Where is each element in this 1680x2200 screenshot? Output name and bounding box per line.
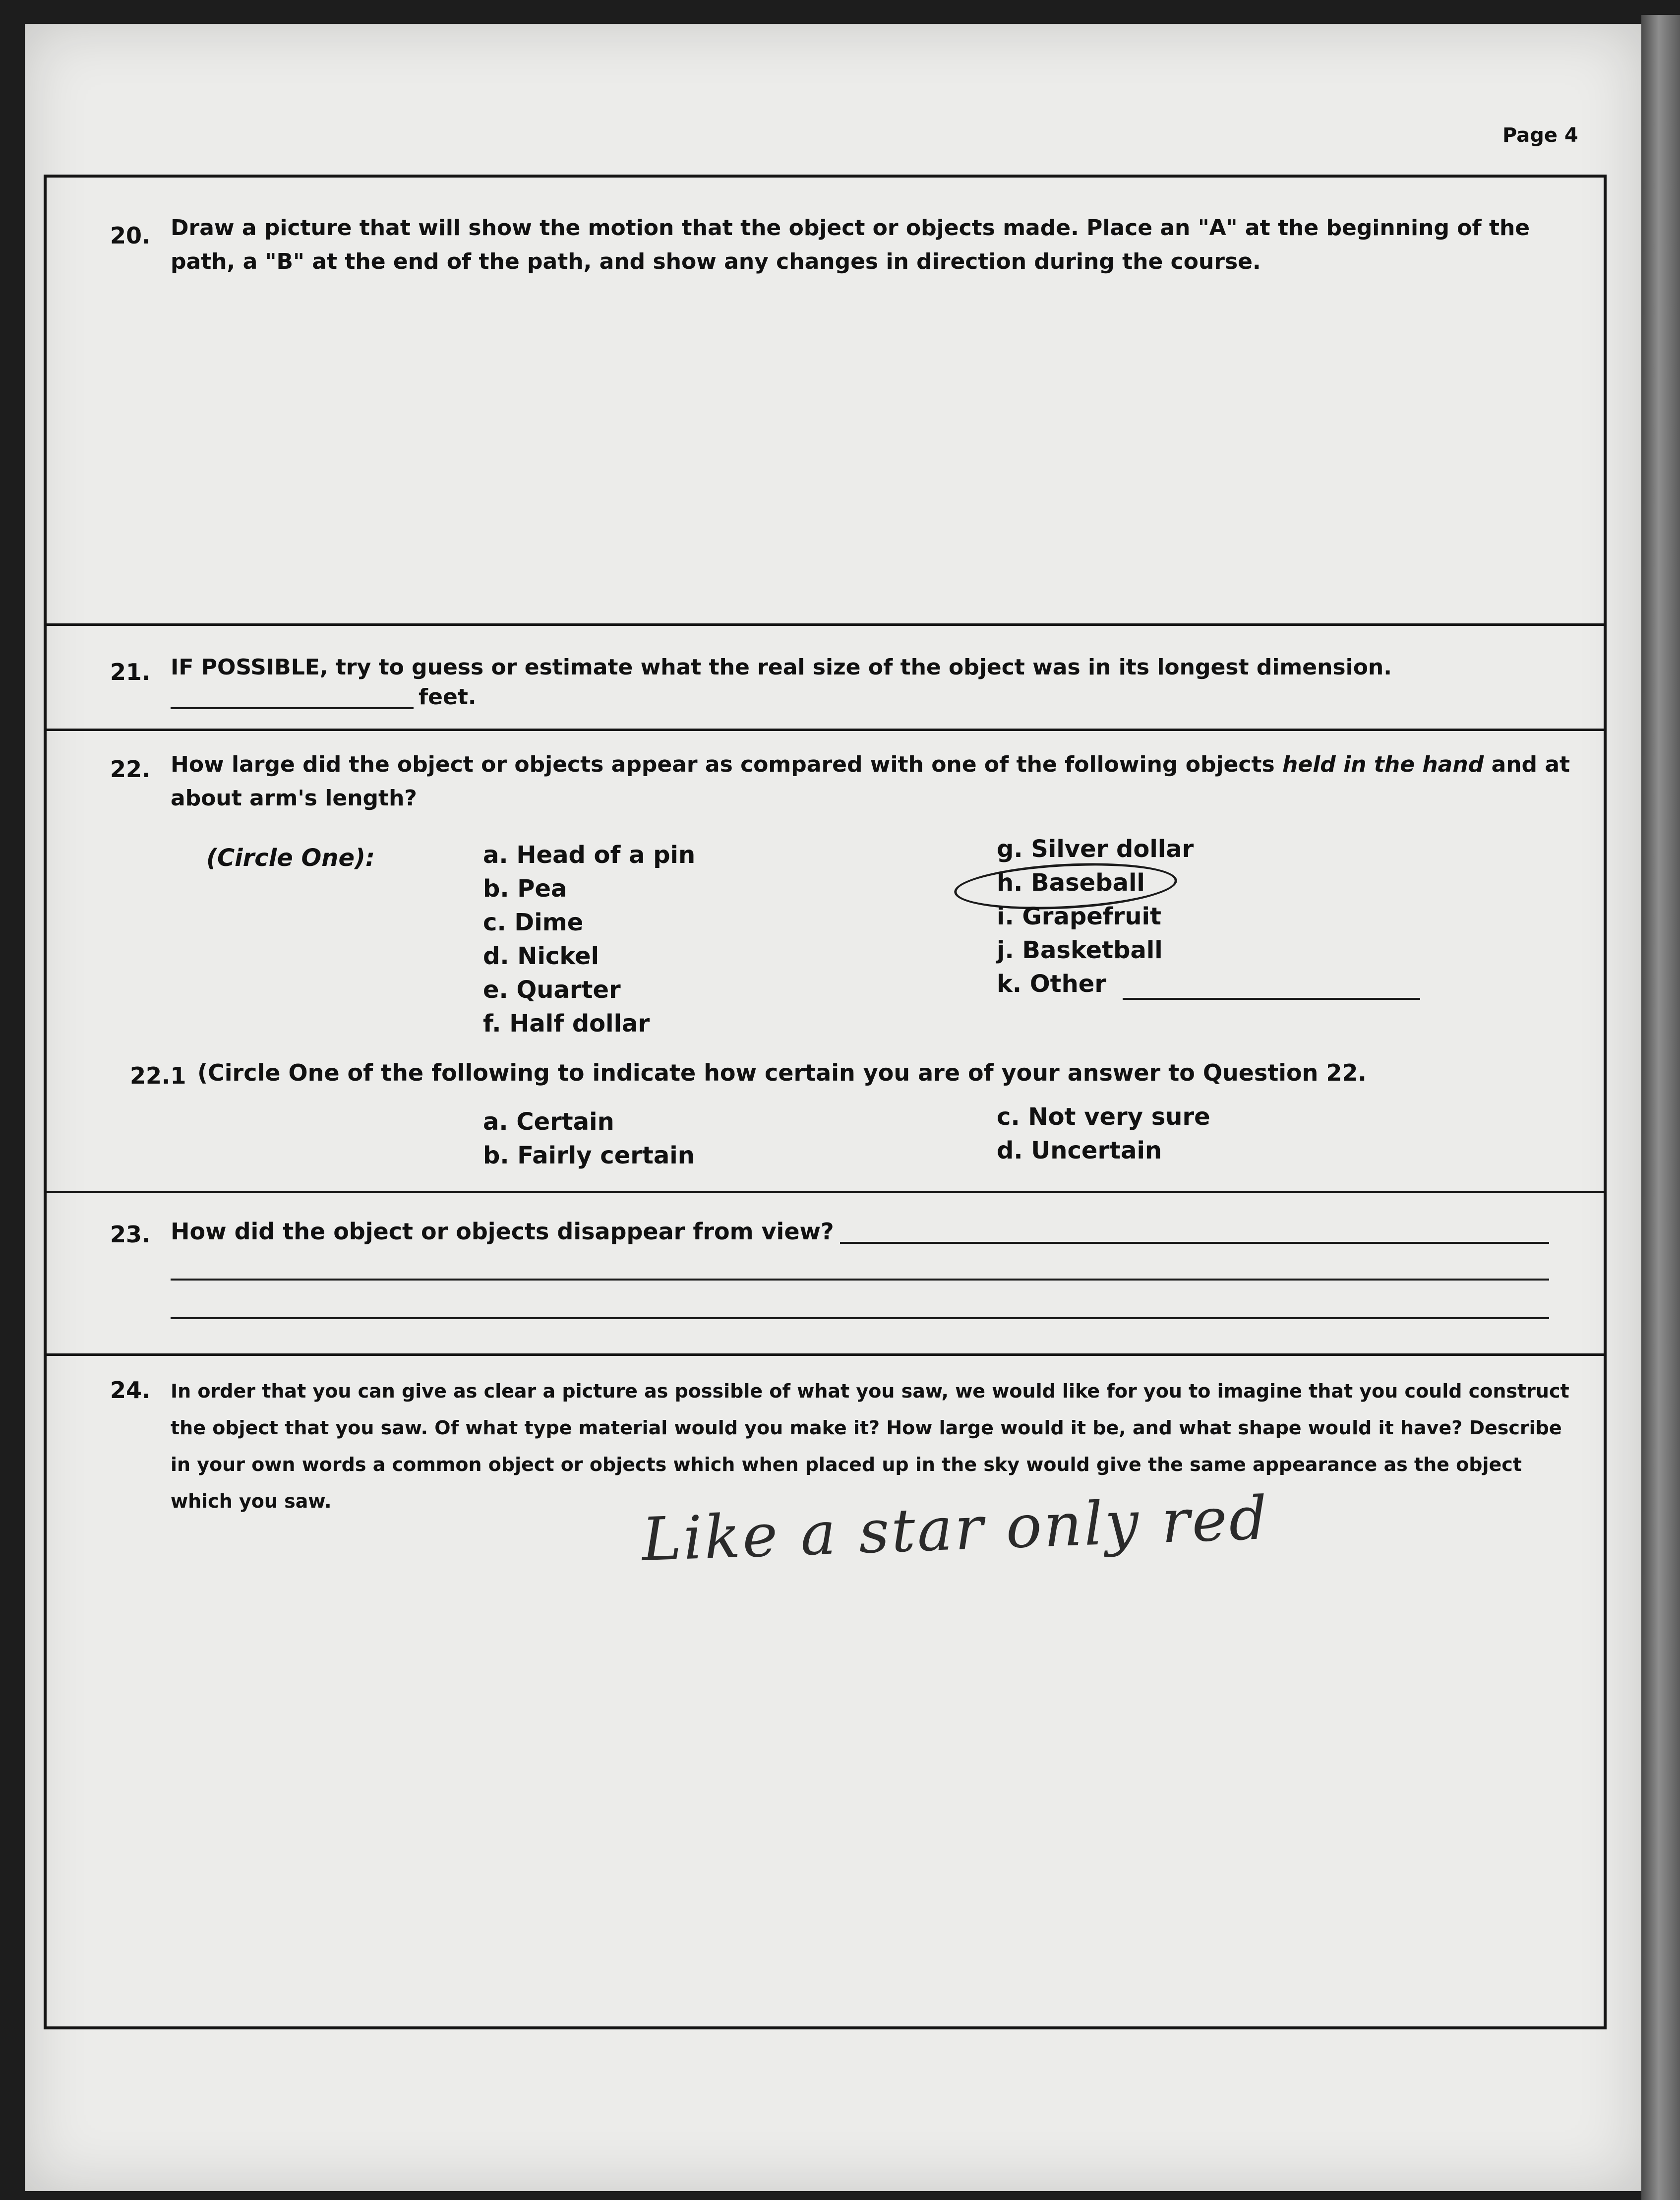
question-21-number: 21. — [110, 659, 151, 685]
option-grapefruit[interactable]: i. Grapefruit — [997, 903, 1161, 930]
question-22-1-number: 22.1 — [130, 1062, 186, 1089]
option-other[interactable]: k. Other — [997, 970, 1107, 998]
question-23-number: 23. — [110, 1221, 151, 1248]
option-dime[interactable]: c. Dime — [483, 909, 584, 936]
question-21-section — [47, 626, 1604, 731]
page-edge — [1641, 15, 1680, 2200]
question-22-text-main: How large did the object or objects appear as compared with one of the following objects — [171, 752, 1275, 777]
question-23-text: How did the object or objects disappear from view? — [171, 1218, 834, 1245]
circle-one-instruction: (Circle One): — [206, 844, 375, 872]
question-24-text: In order that you can give as clear a picture as possible of what you saw, we would like for you to imagine that you could construct the object that you saw. Of what type material would you make it? How large would it be, and what shape would it have? Describe in your own words a common object or objects which when placed up in the sky would give the same appearance as the object which you saw. — [171, 1380, 1569, 1513]
question-22-number: 22. — [110, 756, 151, 783]
size-answer-line[interactable] — [171, 707, 414, 709]
question-23-section — [47, 1193, 1604, 1356]
option-uncertain[interactable]: d. Uncertain — [997, 1137, 1162, 1164]
option-half-dollar[interactable]: f. Half dollar — [483, 1010, 650, 1038]
other-answer-line[interactable] — [1123, 998, 1420, 1000]
size-unit-label: feet. — [419, 684, 477, 710]
question-22-section — [47, 731, 1604, 1193]
question-20-section — [47, 178, 1604, 626]
page-number: Page 4 — [1502, 124, 1578, 147]
question-22-text — [171, 748, 1574, 815]
disappear-answer-line-1[interactable] — [840, 1242, 1549, 1244]
question-20-text: Draw a picture that will show the motion that the object or objects made. Place an "A" at the beginning of the path, a "B" at the end of the path, and show any changes in direction during the course. — [171, 215, 1530, 275]
option-baseball[interactable]: h. Baseball — [997, 869, 1145, 897]
question-22-1-text: (Circle One of the following to indicate how certain you are of your answer to Question 22. — [197, 1059, 1367, 1086]
disappear-answer-line-3[interactable] — [171, 1317, 1549, 1319]
option-not-very-sure[interactable]: c. Not very sure — [997, 1103, 1210, 1131]
questionnaire-form — [44, 175, 1607, 2029]
question-24-number: 24. — [110, 1377, 151, 1404]
handwritten-answer[interactable]: Like a star only red — [640, 1483, 1270, 1575]
question-22-text-end: and at about arm's length? — [171, 752, 1570, 811]
drawing-area[interactable] — [96, 297, 1554, 604]
option-fairly-certain[interactable]: b. Fairly certain — [483, 1142, 695, 1169]
option-pea[interactable]: b. Pea — [483, 875, 567, 903]
question-24-section — [47, 1356, 1604, 2030]
option-quarter[interactable]: e. Quarter — [483, 976, 621, 1004]
option-basketball[interactable]: j. Basketball — [997, 936, 1163, 964]
question-22-text-emphasis: held in the hand — [1282, 752, 1484, 777]
question-20-number: 20. — [110, 222, 151, 249]
option-nickel[interactable]: d. Nickel — [483, 942, 600, 970]
disappear-answer-line-2[interactable] — [171, 1279, 1549, 1281]
question-21-text: IF POSSIBLE, try to guess or estimate what the real size of the object was in its longest dimension. — [171, 655, 1392, 680]
option-head-of-pin[interactable]: a. Head of a pin — [483, 841, 696, 869]
option-certain[interactable]: a. Certain — [483, 1108, 614, 1136]
option-silver-dollar[interactable]: g. Silver dollar — [997, 835, 1194, 863]
